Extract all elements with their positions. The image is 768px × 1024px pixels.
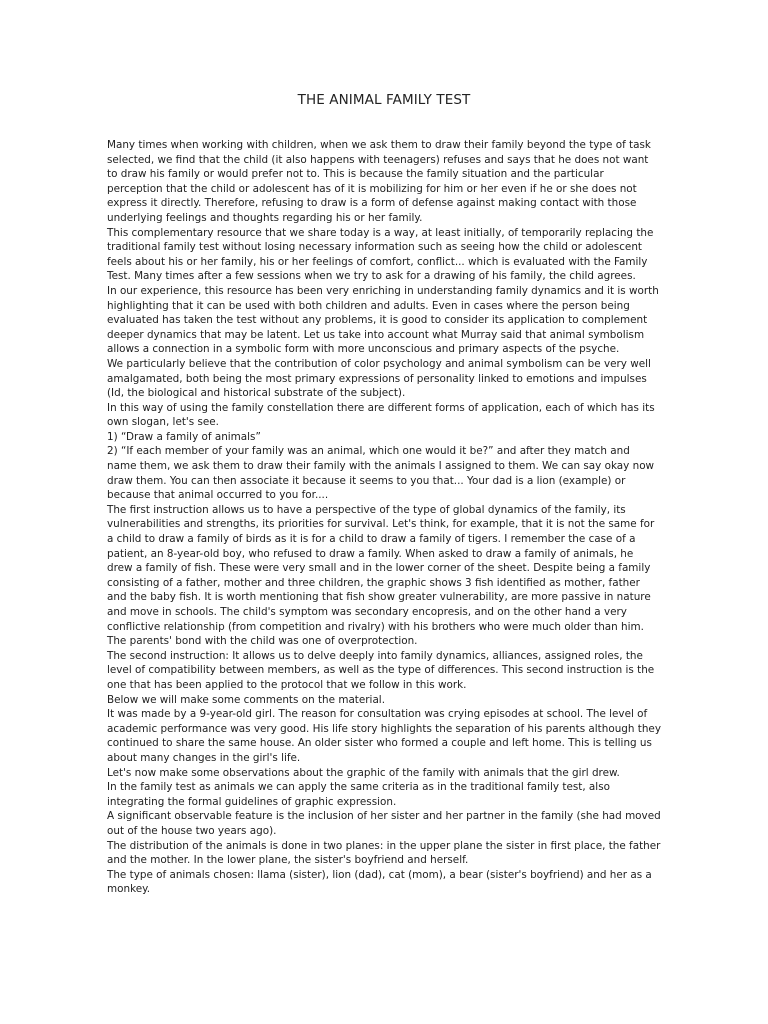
paragraph: A significant observable feature is the inclusion of her sister and her partner in the family (she had moved out of the house two years ago). xyxy=(107,810,661,837)
paragraph: The second instruction: It allows us to delve deeply into family dynamics, alliances, assigned roles, the level of compatibility between members, as well as the type of differences. This second instruction is the one that has been applied to the protocol that we follow in this work. xyxy=(107,649,655,691)
list-item: 2) “If each member of your family was an animal, which one would it be?” and after they match and name them, we ask them to draw their family with the animals I assigned to them. We can say okay now draw them. You can then associate it because it seems to you that... Your dad is a lion (example) or because that animal occurred to you for.... xyxy=(107,445,655,502)
paragraph: Many times when working with children, when we ask them to draw their family beyond the type of task selected, we find that the child (it also happens with teenagers) refuses and says that he does not want to draw his family or would prefer not to. This is because the family situation and the particular perception that the child or adolescent has of it is mobilizing for him or her even if he or she does not express it directly. Therefore, refusing to draw is a form of defense against making contact with those underlying feelings and thoughts regarding his or her family. xyxy=(107,139,651,224)
paragraph: In this way of using the family constellation there are different forms of application, each of which has its own slogan, let's see. xyxy=(107,401,655,429)
paragraph: We particularly believe that the contribution of color psychology and animal symbolism can be very well amalgamated, both being the most primary expressions of personality linked to emotions and impulses (Id, the biological and historical substrate of the subject). xyxy=(107,357,651,400)
paragraph: The first instruction allows us to have a perspective of the type of global dynamics of the family, its vulnerabilities and strengths, its priorities for survival. Let's think, for example, that it is not the same for a child to draw a family of birds as it is for a child to draw a family of tigers. I remember the case of a patient, an 8-year-old boy, who refused to draw a family. When asked to draw a family of animals, he drew a family of fish. These were very small and in the lower corner of the sheet. Despite being a family consisting of a father, mother and three children, the graphic shows 3 fish identified as mother, father and the baby fish. It is worth mentioning that fish show greater vulnerability, are more passive in nature and move in schools. The child's symptom was secondary encopresis, and on the other hand a very conflictive relationship (from competition and rivalry) with his brothers who were much older than him. The parents' bond with the child was one of overprotection. xyxy=(107,503,655,648)
paragraph: This complementary resource that we share today is a way, at least initially, of temporarily replacing the traditional family test without losing necessary information such as seeing how the child or adolescent feels about his or her family, his or her feelings of comfort, conflict... which is evaluated with the Family Test. Many times after a few sessions when we try to ask for a drawing of his family, the child agrees. xyxy=(107,226,654,283)
list-item: 1) “Draw a family of animals” xyxy=(107,430,261,443)
document-title: THE ANIMAL FAMILY TEST xyxy=(297,92,471,108)
paragraph: Let's now make some observations about the graphic of the family with animals that the girl drew. xyxy=(107,766,620,779)
paragraph: In our experience, this resource has been very enriching in understanding family dynamics and it is worth highlighting that it can be used with both children and adults. Even in cases where the person being evaluated has taken the test without any problems, it is good to consider its application to complement deeper dynamics that may be latent. Let us take into account what Murray said that animal symbolism allows a connection in a symbolic form with more unconscious and primary aspects of the psyche. xyxy=(107,284,659,356)
paragraph: It was made by a 9-year-old girl. The reason for consultation was crying episodes at school. The level of academic performance was very good. His life story highlights the separation of his parents although they continued to share the same house. An older sister who formed a couple and left home. This is telling us about many changes in the girl's life. xyxy=(107,708,661,764)
paragraph: The distribution of the animals is done in two planes: in the upper plane the sister in first place, the father and the mother. In the lower plane, the sister's boyfriend and herself. xyxy=(107,839,661,867)
paragraph: The type of animals chosen: llama (sister), lion (dad), cat (mom), a bear (sister's boyfriend) and her as a monkey. xyxy=(107,868,652,896)
paragraph: In the family test as animals we can apply the same criteria as in the traditional family test, also integrating the formal guidelines of graphic expression. xyxy=(107,781,610,808)
paragraph: Below we will make some comments on the material. xyxy=(107,693,385,706)
document-body xyxy=(107,138,662,897)
